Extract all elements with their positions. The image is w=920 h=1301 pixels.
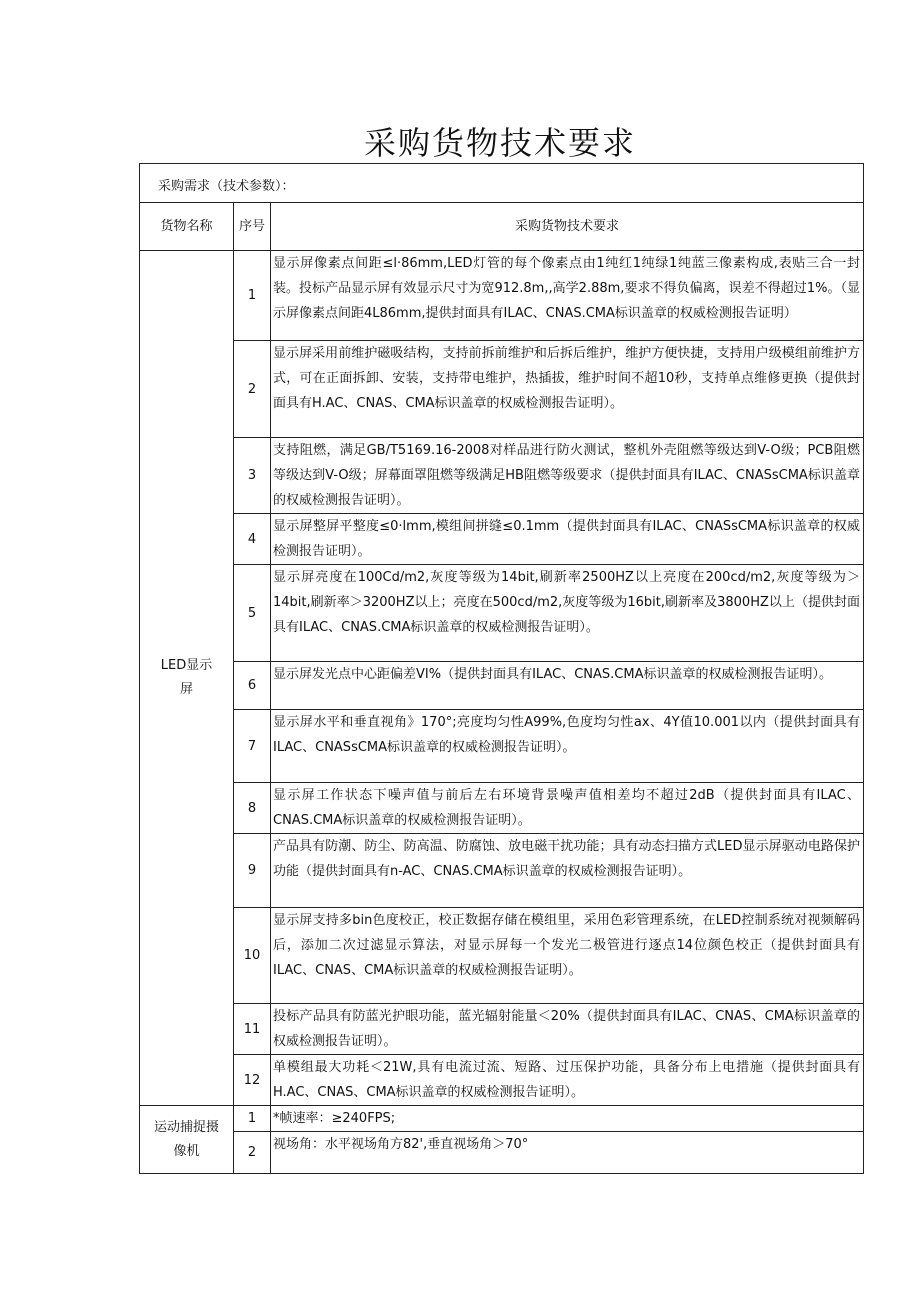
- goods-name-cell: 运动捕捉摄 像机: [140, 1106, 234, 1174]
- item-number: 1: [234, 251, 271, 341]
- table-row: [140, 341, 864, 438]
- item-number: 4: [234, 514, 271, 565]
- item-requirement: 显示屏发光点中心距偏差VI%（提供封面具有ILAC、CNAS.CMA标识盖章的权威检测报告证明）。: [271, 662, 864, 710]
- column-header-name: 货物名称: [140, 203, 234, 251]
- item-requirement: 显示屏支持多bin色度校正，校正数据存储在模组里，采用色彩管理系统，在LED控制系统对视频解码后，添加二次过滤显示算法，对显示屏每一个发光二极管进行逐点14位颜色校正（提供封面具有ILAC、CNAS、CMA标识盖章的权威检测报告证明）。: [271, 908, 864, 1004]
- item-requirement: 产品具有防潮、防尘、防高温、防腐蚀、放电磁干扰功能；具有动态扫描方式LED显示屏驱动电路保护功能（提供封面具有n-AC、CNAS.CMA标识盖章的权威检测报告证明）。: [271, 834, 864, 908]
- table-row: [140, 438, 864, 514]
- item-number: 2: [234, 1132, 271, 1174]
- item-requirement: 单模组最大功耗＜21W,具有电流过流、短路、过压保护功能，具备分布上电措施（提供封面具有H.AC、CNAS、CMA标识盖章的权威检测报告证明）。: [271, 1055, 864, 1106]
- table-row: [140, 783, 864, 834]
- item-number: 10: [234, 908, 271, 1004]
- item-number: 12: [234, 1055, 271, 1106]
- item-number: 9: [234, 834, 271, 908]
- item-number: 3: [234, 438, 271, 514]
- table-row: [140, 662, 864, 710]
- item-requirement: 视场角：水平视场角方82',垂直视场角＞70°: [271, 1132, 864, 1174]
- item-number: 1: [234, 1106, 271, 1132]
- table-row: [140, 1106, 864, 1132]
- item-number: 6: [234, 662, 271, 710]
- item-requirement: 支持阻燃，满足GB/T5169.16-2008对样品进行防火测试，整机外壳阻燃等级达到V-O级；PCB阻燃等级达到V-O级；屏幕面罩阻燃等级满足HB阻燃等级要求（提供封面具有ILAC、CNASsCMA标识盖章的权威检测报告证明）。: [271, 438, 864, 514]
- page-title: 采购货物技术要求: [363, 124, 636, 162]
- item-number: 5: [234, 565, 271, 662]
- item-number: 8: [234, 783, 271, 834]
- item-number: 7: [234, 710, 271, 783]
- item-requirement: 显示屏工作状态下噪声值与前后左右环境背景噪声值相差均不超过2dB（提供封面具有ILAC、CNAS.CMA标识盖章的权威检测报告证明）。: [271, 783, 864, 834]
- item-requirement: 显示屏整屏平整度≤0·lmm,模组间拼缝≤0.1mm（提供封面具有ILAC、CNASsCMA标识盖章的权威检测报告证明）。: [271, 514, 864, 565]
- table-row: [140, 514, 864, 565]
- table-row: [140, 710, 864, 783]
- item-requirement: 显示屏采用前维护磁吸结构，支持前拆前维护和后拆后维护，维护方便快捷，支持用户级模组前维护方式，可在正面拆卸、安装，支持带电维护，热插拔，维护时间不超10秒，支持单点维修更换（提供封面具有H.AC、CNAS、CMA标识盖章的权威检测报告证明）。: [271, 341, 864, 438]
- item-requirement: 显示屏像素点间距≤l·86mm,LED灯管的每个像素点由1纯红1纯绿1纯蓝三像素构成,表贴三合一封装。投标产品显示屏有效显示尺寸为宽912.8m,,高学2.88m,要求不得负偏离，误差不得超过1%。（显示屏像素点间距4L86mm,提供封面具有ILAC、CNAS.CMA标识盖章的权威检测报告证明）: [271, 251, 864, 341]
- table-row: [140, 834, 864, 908]
- table-row: [140, 1004, 864, 1055]
- requirements-header: 采购需求（技术参数）：: [140, 164, 864, 203]
- spec-table: [139, 163, 864, 1174]
- item-requirement: 投标产品具有防蓝光护眼功能，蓝光辐射能量＜20%（提供封面具有ILAC、CNAS、CMA标识盖章的权威检测报告证明）。: [271, 1004, 864, 1055]
- item-requirement: *帧速率：≥240FPS;: [271, 1106, 864, 1132]
- item-requirement: 显示屏亮度在100Cd/m2,灰度等级为14bit,刷新率2500HZ以上亮度在200cd∕m2,灰度等级为＞14bit,刷新率＞3200HZ以上；亮度在500cd∕m2,灰度等级为16bit,刷新率及3800HZ以上（提供封面具有ILAC、CNAS.CMA标识盖章的权威检测报告证明）。: [271, 565, 864, 662]
- table-row: [140, 1055, 864, 1106]
- table-row: [140, 251, 864, 341]
- table-row: [140, 908, 864, 1004]
- item-number: 11: [234, 1004, 271, 1055]
- table-row: [140, 565, 864, 662]
- table-row: [140, 1132, 864, 1174]
- column-header-requirements: 采购货物技术要求: [271, 203, 864, 251]
- item-number: 2: [234, 341, 271, 438]
- column-header-seq: 序号: [234, 203, 271, 251]
- item-requirement: 显示屏水平和垂直视角》170°;亮度均匀性A99%,色度均匀性ax、4Y值10.001以内（提供封面具有ILAC、CNASsCMA标识盖章的权威检测报告证明）。: [271, 710, 864, 783]
- goods-name-cell: LED显示 屏: [140, 251, 234, 1106]
